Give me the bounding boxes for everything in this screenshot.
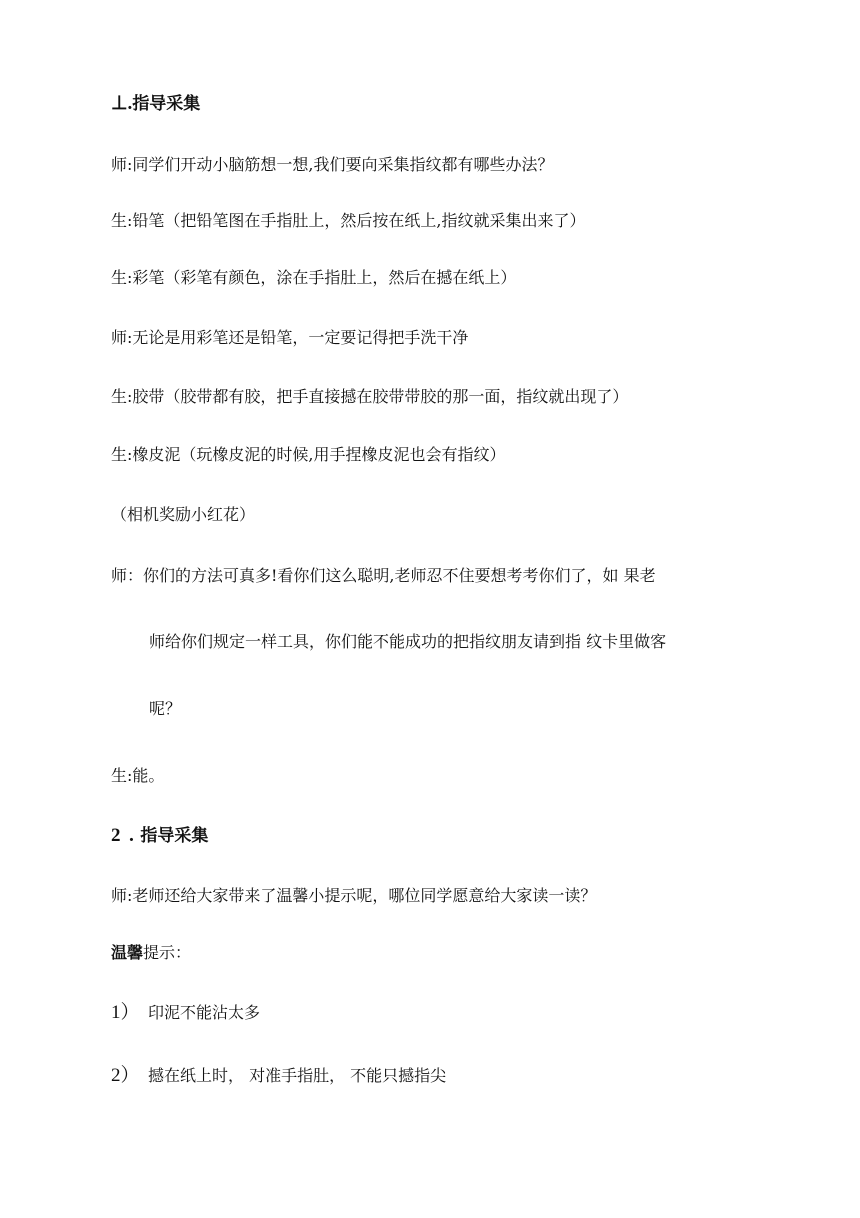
tip-number: 2） (111, 1065, 140, 1086)
paragraph-line: 师:无论是用彩笔还是铅笔，一定要记得把手洗干净 (111, 328, 469, 347)
teacher-paragraph-line-1: 师：你们的方法可真多!看你们这么聪明,老师忍不住要想考考你们了，如 果老 (111, 566, 656, 585)
paragraph-line: （相机奖励小红花） (111, 505, 256, 524)
section-1-heading (111, 94, 200, 114)
tip-item (111, 1003, 260, 1023)
section-2-heading (111, 826, 208, 846)
tips-label-rest: 提示： (143, 943, 192, 962)
tip-number: 1） (111, 1002, 140, 1023)
section-2-title: . 指导采集 (128, 826, 209, 846)
section-1-title: 指导采集 (132, 94, 201, 114)
section-2-number: 2 (111, 825, 121, 846)
tips-label (111, 943, 191, 963)
teacher-line: 师:老师还给大家带来了温馨小提示呢，哪位同学愿意给大家读一读？ (111, 886, 597, 905)
teacher-paragraph-line-2: 师给你们规定一样工具，你们能不能成功的把指纹朋友请到指 纹卡里做客 (149, 632, 667, 651)
paragraph-line: 生:彩笔（彩笔有颜色，涂在手指肚上，然后在撼在纸上） (111, 268, 517, 287)
paragraph-line: 生:铅笔（把铅笔图在手指肚上，然后按在纸上,指纹就采集出来了） (111, 211, 586, 230)
teacher-paragraph-line-3: 呢？ (149, 699, 182, 718)
tip-text: 印泥不能沾太多 (148, 1003, 261, 1022)
paragraph-line: 师:同学们开动小脑筋想一想,我们要向采集指纹都有哪些办法？ (111, 155, 554, 174)
section-1-number: ⊥. (111, 93, 133, 114)
tip-text: 撼在纸上时， 对准手指肚， 不能只撼指尖 (148, 1066, 447, 1085)
paragraph-line: 生:橡皮泥（玩橡皮泥的时候,用手捏橡皮泥也会有指纹） (111, 445, 506, 464)
tips-label-bold: 温馨 (111, 943, 144, 962)
paragraph-line: 生:胶带（胶带都有胶，把手直接撼在胶带带胶的那一面，指纹就出现了） (111, 387, 629, 406)
tip-item (111, 1066, 446, 1086)
student-answer: 生:能。 (111, 766, 165, 785)
